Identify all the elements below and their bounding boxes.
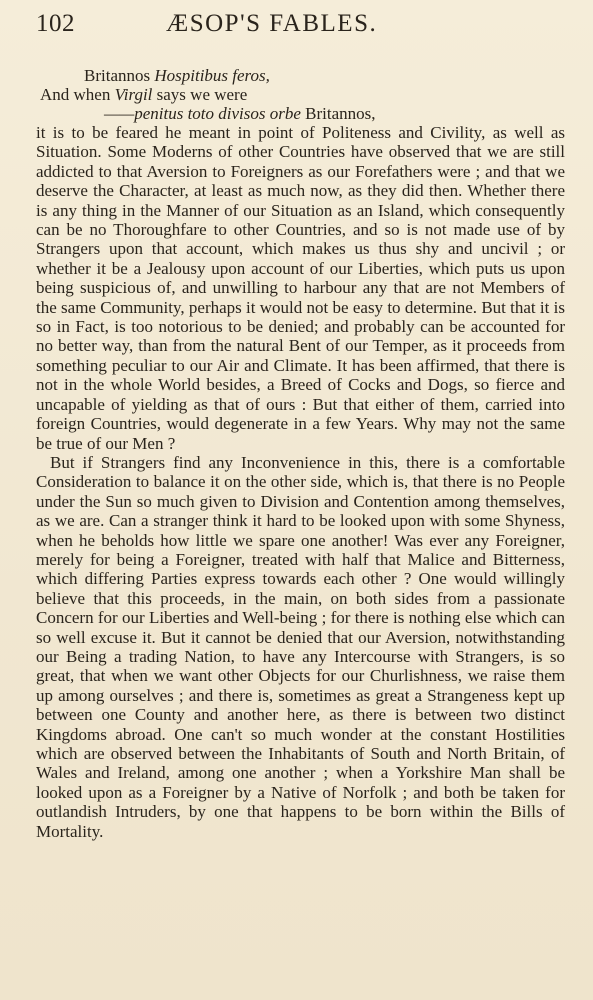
verse-italic: Virgil xyxy=(114,85,153,104)
running-title: ÆSOP'S FABLES. xyxy=(166,10,378,37)
running-head xyxy=(36,10,565,46)
verse-text: Britannos xyxy=(84,66,155,85)
verse-text: Britannos, xyxy=(300,104,376,123)
verse-quotation xyxy=(36,66,565,123)
page-number: 102 xyxy=(36,10,75,37)
verse-line-1 xyxy=(36,66,565,85)
verse-italic: Hospitibus feros, xyxy=(154,66,270,85)
verse-text: says we were xyxy=(152,85,248,104)
verse-line-3 xyxy=(36,104,565,123)
verse-text: And when xyxy=(40,85,115,104)
paragraph-2: But if Strangers find any Inconvenience in this, there is a comfortable Consideration to balance it on the other side, which is, that there is no People under the Sun so much given to Division and Contention among themselves, as we are. Can a stranger think it hard to be looked upon with some Shyness, when he beholds how little we spare one another! Was ever any Foreigner, merely for being a Foreigner, treated with half that Malice and Bitterness, which differing Parties express towards each other ? One would willingly believe that this proceeds, in the main, on both sides from a passionate Concern for our Liberties and Well-being ; for there is nothing else which can so well excuse it. But it cannot be denied that our Aversion, notwithstanding our Being a trading Nation, to have any Intercourse with Strangers, is so great, that when we want other Objects for our Churlishness, we raise them up among ourselves ; and there is, sometimes as great a Strangeness kept up between one County and another here, as there is between two distinct Kingdoms abroad. One can't so much wonder at the constant Hostilities which are observed between the Inhabitants of South and North Britain, of Wales and Ireland, among one another ; when a Yorkshire Man shall be looked upon as a Foreigner by a Native of Norfolk ; and both be taken for outlandish Intruders, by one that happens to be born within the Bills of Mortality. xyxy=(36,452,565,841)
paragraph-1: it is to be feared he meant in point of Politeness and Civility, as well as Situation. Some Moderns of other Countries have observed that we are still addicted to that Aversion to Foreigners as our Forefathers were ; and that we deserve the Character, at least as much now, as they did then. Whether there is any thing in the Manner of our Situation as an Island, which consequently can be no Thoroughfare to other Countries, and so is not made use of by Strangers upon that account, which makes us thus shy and uncivil ; or whether it be a Jealousy upon account of our Liberties, which puts us upon being suspicious of, and unwilling to harbour any that are not Members of the same Community, perhaps it would not be easy to determine. But that it is so in Fact, is too notorious to be denied; and probably can be accounted for no better way, than from the natural Bent of our Temper, as it proceeds from something peculiar to our Air and Climate. It has been affirmed, that there is not in the whole World besides, a Breed of Cocks and Dogs, so fierce and uncapable of yielding as that of ours : But that either of them, carried into foreign Countries, would degenerate in a few Years. Why may not the same be true of our Men ? xyxy=(36,123,565,453)
body-text xyxy=(36,123,565,841)
verse-line-2 xyxy=(36,85,565,104)
verse-italic: ——penitus toto divisos orbe xyxy=(104,104,301,123)
